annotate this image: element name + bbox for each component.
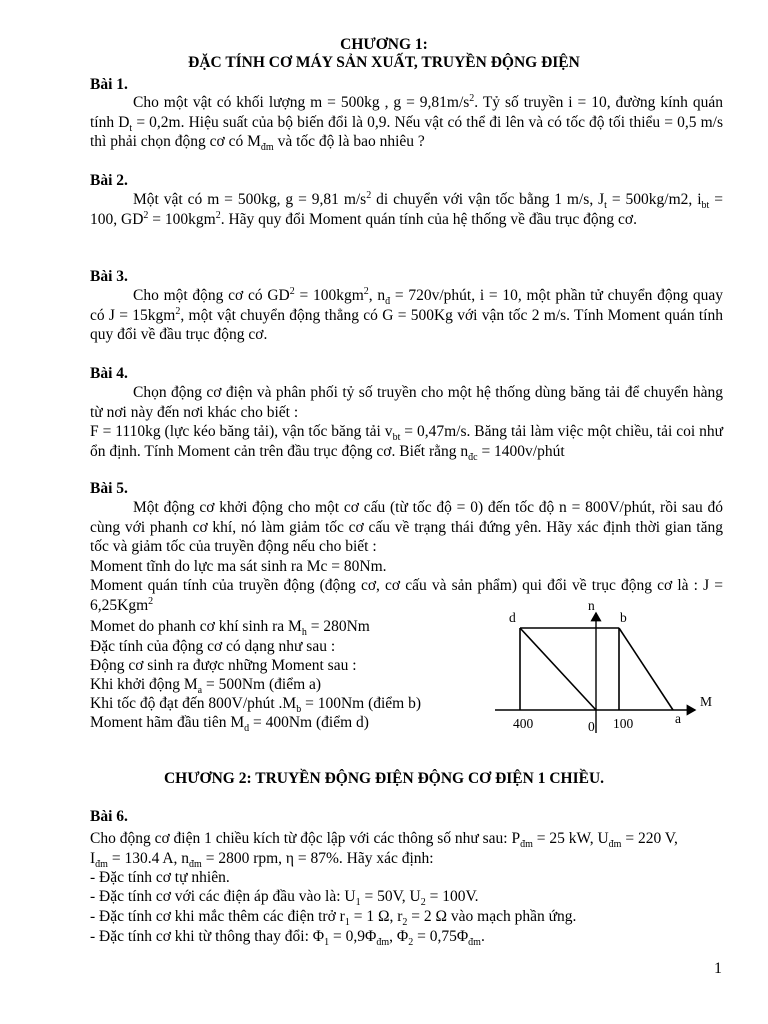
label-M: M	[700, 694, 713, 709]
bai5-line-5: Động cơ sinh ra được những Moment sau :	[90, 657, 357, 674]
bai6-line-5: - Đặc tính cơ khi mắc thêm các điện trở $r_1 = 1$ Ω, $r_2 = 2$ Ω vào mạch phần ứng.	[90, 908, 577, 929]
page-number: 1	[714, 960, 722, 977]
segment-b-a	[619, 628, 673, 710]
bai5-line-7: Khi tốc độ đạt đến 800V/phút $.M_b = 100Nm$ (điểm b)	[90, 695, 422, 716]
tick-400: 400	[513, 716, 534, 731]
bai5-line-1: Moment tĩnh do lực ma sát sinh ra Mc = 80Nm.	[90, 558, 387, 575]
label-d: d	[509, 610, 516, 625]
bai4-text-2: F = 1110kg (lực kéo băng tải), vận tốc băng tải $v_{bt} = 0,47m/s$. Băng tải làm việc một chiều, tải coi như ổn định. Tính Moment cản trên đầu trục động cơ. Biết rằng $n_{đc}$ = 1400v/phút	[90, 423, 723, 463]
tick-100: 100	[613, 716, 634, 731]
bai5-line-4: Đặc tính của động cơ có dạng như sau :	[90, 638, 336, 655]
bai4-label: Bài 4.	[90, 365, 128, 382]
bai5-text-1: Một động cơ khởi động cho một cơ cấu (từ tốc độ = 0) đến tốc độ n = 800V/phút, rồi sau đó cùng với phanh cơ khí, nó làm giảm tốc cơ cấu về trạng thái đứng yên. Hãy xác định thời gian tăng tốc và giảm tốc của truyền động nếu cho biết :	[90, 499, 723, 555]
chapter2-title: CHƯƠNG 2: TRUYỀN ĐỘNG ĐIỆN ĐỘNG CƠ ĐIỆN 1 CHIỀU.	[163, 770, 605, 787]
bai6-line-3: - Đặc tính cơ tự nhiên.	[90, 869, 230, 886]
segment-d-origin	[520, 628, 596, 710]
motor-characteristic-diagram	[495, 598, 735, 740]
bai5-line-3: Momet do phanh cơ khí sinh ra $M_h = 280Nm$	[90, 618, 370, 639]
bai1-label: Bài 1.	[90, 76, 128, 93]
bai6-line-1: Cho động cơ điện 1 chiều kích từ độc lập với các thông số như sau: $P_{đm} = 25$ kW, $U_{đm} = 220$ V,	[90, 830, 678, 851]
bai5-label: Bài 5.	[90, 480, 128, 497]
bai1-text: Cho một vật có khối lượng m = 500kg , $g = 9,81m/s^2$. Tỷ số truyền i = 10, đường kính quán tính $D_t = 0,2m$. Hiệu suất của bộ biến đổi là 0,9. Nếu vật có thể đi lên và có tốc độ tối thiểu = 0,5 m/s thì phải chọn động cơ có $M_{đm}$ và tốc độ là bao nhiêu ?	[90, 92, 723, 154]
bai4-text-1: Chọn động cơ điện và phân phối tỷ số truyền cho một hệ thống dùng băng tải để chuyển hàng từ nơi này đến nơi khác cho biết :	[90, 384, 723, 421]
bai2-label: Bài 2.	[90, 172, 128, 189]
bai5-line-2: Moment quán tính của truyền động (động cơ, cơ cấu và sản phẩm) qui đổi về trục động cơ là : J = 6,25Kgm$^2$	[90, 577, 723, 614]
bai2-text: Một vật có m = 500kg, g = 9,81 $m/s^2$ di chuyển với vận tốc bằng 1 m/s, $J_t = 500kg/m2$, $i_{bt} = 100$, $GD^2 = 100kgm^2$. Hãy quy đổi Moment quán tính của hệ thống về đầu trục động cơ.	[90, 189, 723, 228]
bai3-label: Bài 3.	[90, 268, 128, 285]
bai6-line-6: - Đặc tính cơ khi từ thông thay đổi: $\Phi_1 = 0,9\Phi_{đm}$, $\Phi_2 = 0,75\Phi_{đm}$.	[90, 928, 485, 949]
bai6-line-2: $I_{đm} = 130.4$ A, $n_{đm} = 2800$ rpm, η = 87%. Hãy xác định:	[90, 850, 434, 871]
label-a: a	[675, 711, 681, 726]
chapter1-title: ĐẶC TÍNH CƠ MÁY SẢN XUẤT, TRUYỀN ĐỘNG ĐIỆN	[188, 54, 580, 71]
bai3-text: Cho một động cơ có $GD^2 = 100kgm^2$, $n_đ$ = 720v/phút, i = 10, một phần tử chuyển động quay có J = 15kgm$^2$, một vật chuyển động thẳng có G = 500Kg với vận tốc 2 m/s. Tính Moment quán tính quy đổi về đầu trục động cơ.	[90, 285, 723, 343]
label-n: n	[588, 598, 595, 613]
tick-0: 0	[588, 719, 595, 734]
bai6-label: Bài 6.	[90, 808, 128, 825]
bai5-line-8: Moment hãm đầu tiên $M_d = 400Nm$ (điểm d)	[90, 714, 369, 735]
chapter1-heading: CHƯƠNG 1:	[340, 36, 428, 53]
bai6-line-4: - Đặc tính cơ với các điện áp đầu vào là: $U_1 = 50V$, $U_2 = 100V$.	[90, 888, 479, 909]
label-b: b	[620, 610, 627, 625]
bai5-line-6: Khi khởi động $M_a = 500Nm$ (điểm a)	[90, 676, 322, 697]
